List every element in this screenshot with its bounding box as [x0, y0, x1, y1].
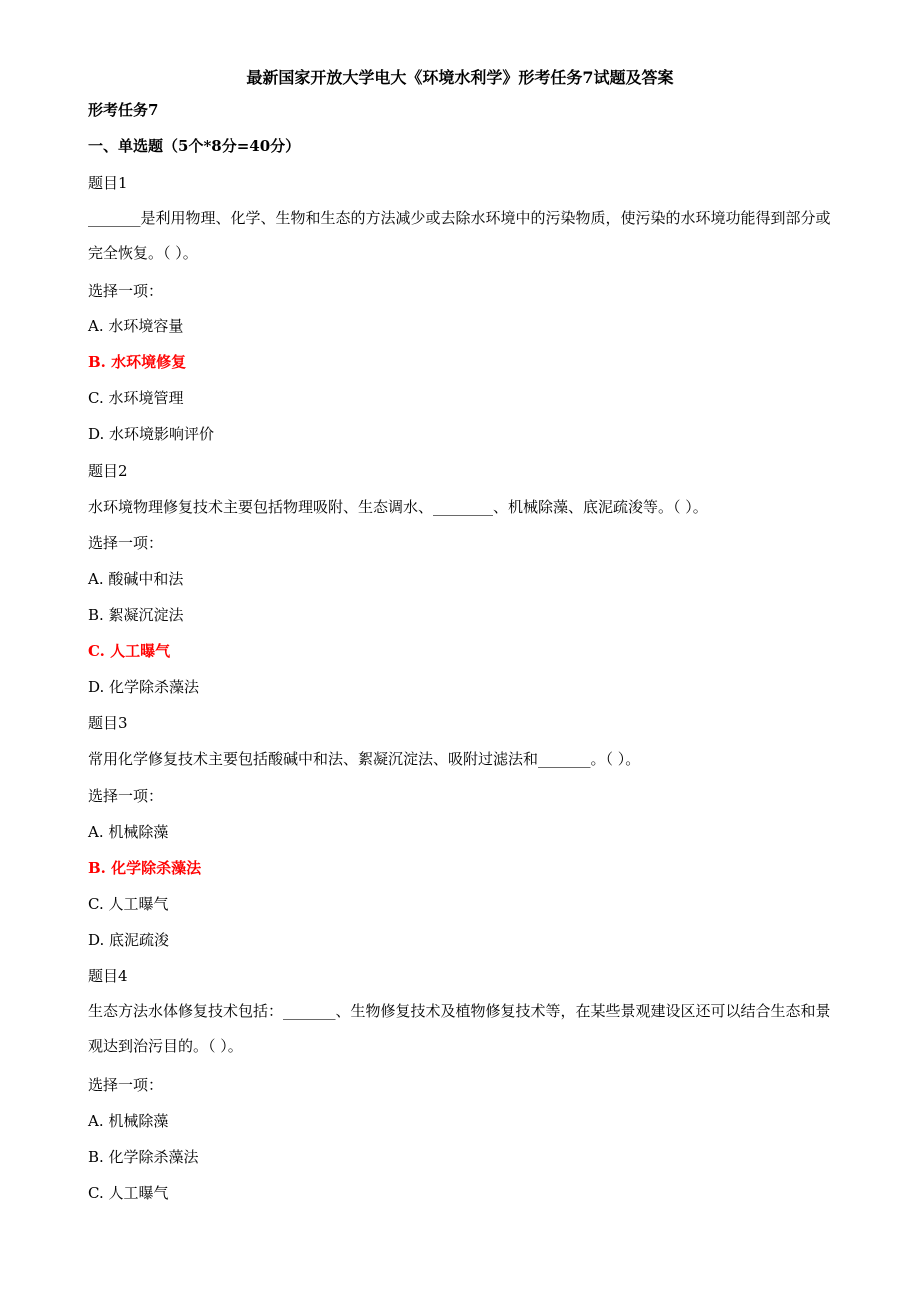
option: A. 水环境容量	[88, 317, 184, 335]
option: C. 人工曝气	[88, 895, 169, 913]
option: C. 人工曝气	[88, 1184, 169, 1202]
option-answer: B. 水环境修复	[88, 353, 187, 371]
question-label: 题目2	[88, 462, 128, 480]
document-subtitle: 形考任务7	[88, 101, 159, 119]
question-label: 题目4	[88, 967, 128, 985]
option: D. 化学除杀藻法	[88, 678, 200, 696]
select-prompt: 选择一项：	[88, 787, 164, 805]
option: C. 水环境管理	[88, 389, 184, 407]
option-answer: C. 人工曝气	[88, 642, 171, 660]
select-prompt: 选择一项：	[88, 534, 164, 552]
question-label: 题目3	[88, 714, 128, 732]
option: A. 机械除藻	[88, 823, 169, 841]
option: D. 水环境影响评价	[88, 425, 215, 443]
option: A. 机械除藻	[88, 1112, 169, 1130]
option: B. 絮凝沉淀法	[88, 606, 184, 624]
question-text: 水环境物理修复技术主要包括物理吸附、生态调水、________、机械除藻、底泥疏浚等。（ ）。	[88, 498, 708, 516]
select-prompt: 选择一项：	[88, 282, 164, 300]
question-text: 常用化学修复技术主要包括酸碱中和法、絮凝沉淀法、吸附过滤法和_______。（ ）。	[88, 750, 641, 768]
question-label: 题目1	[88, 174, 128, 192]
select-prompt: 选择一项：	[88, 1076, 164, 1094]
option: A. 酸碱中和法	[88, 570, 184, 588]
section-heading: 一、单选题（5个*8分=40分）	[88, 137, 301, 155]
option: D. 底泥疏浚	[88, 931, 170, 949]
option-answer: B. 化学除杀藻法	[88, 859, 202, 877]
option: B. 化学除杀藻法	[88, 1148, 199, 1166]
question-text: 生态方法水体修复技术包括：_______、生物修复技术及植物修复技术等，在某些景观建设区还可以结合生态和景观达到治污目的。（ ）。	[88, 1002, 831, 1055]
document-title: 最新国家开放大学电大《环境水利学》形考任务7试题及答案	[246, 68, 674, 87]
question-text: _______是利用物理、化学、生物和生态的方法减少或去除水环境中的污染物质，使污染的水环境功能得到部分或完全恢复。（ ）。	[88, 209, 831, 262]
